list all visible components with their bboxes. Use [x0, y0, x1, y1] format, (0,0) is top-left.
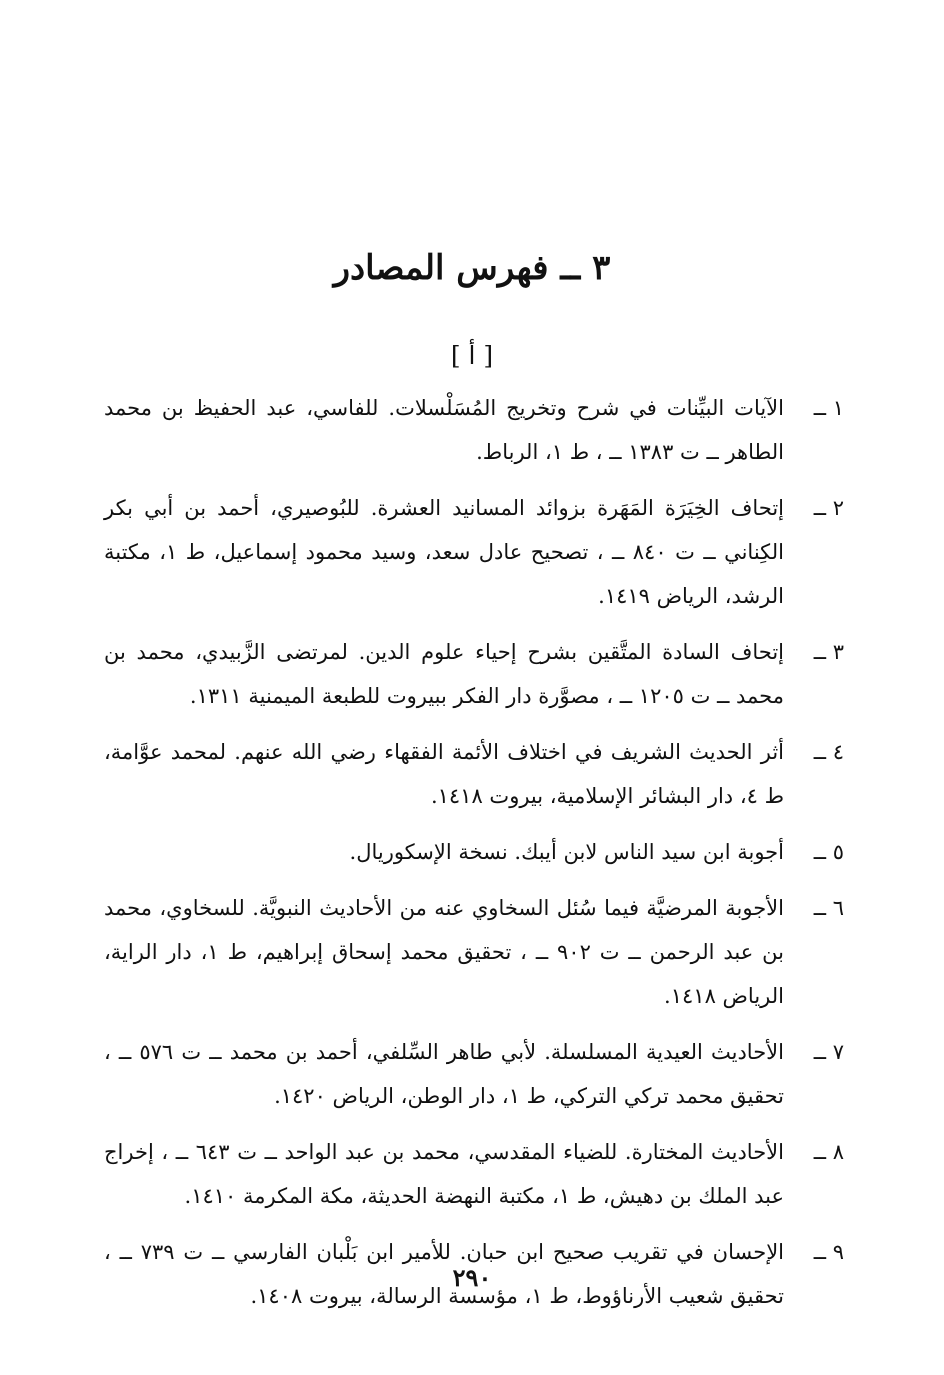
entry-text: الأحاديث المختارة. للضياء المقدسي، محمد بن عبد الواحد ــ ت ٦٤٣ ــ ، إخراج عبد الملك بن دهيش، ط ١، مكتبة النهضة الحديثة، مكة المكرمة ١٤١٠. — [104, 1140, 784, 1208]
entry-text: أجوبة ابن سيد الناس لابن أيبك. نسخة الإسكوريال. — [349, 840, 784, 864]
entry-text: أثر الحديث الشريف في اختلاف الأئمة الفقهاء رضي الله عنهم. لمحمد عوَّامة، ط ٤، دار البشائر الإسلامية، بيروت ١٤١٨. — [104, 740, 784, 808]
entry-number: ٥ ــ — [813, 840, 844, 864]
bibliography-entry-1 — [104, 386, 844, 474]
bibliography-entry-7 — [104, 1030, 844, 1118]
entry-number: ٢ ــ — [813, 496, 844, 520]
entry-number: ٤ ــ — [813, 740, 844, 764]
section-letter-heading: [ أ ] — [450, 341, 494, 370]
entry-text: الأجوبة المرضيَّة فيما سُئل السخاوي عنه من الأحاديث النبويَّة. للسخاوي، محمد بن عبد الرحمن ــ ت ٩٠٢ ــ ، تحقيق محمد إسحاق إبراهيم، ط ١، دار الراية، الرياض ١٤١٨. — [104, 896, 784, 1008]
entry-number: ٣ ــ — [813, 640, 844, 664]
bibliography-list — [104, 386, 844, 1330]
entry-text: الآيات البيِّنات في شرح وتخريج المُسَلْسلات. للفاسي، عبد الحفيظ بن محمد الطاهر ــ ت ١٣٨٣ ــ ، ط ١، الرباط. — [104, 396, 784, 464]
bibliography-entry-8 — [104, 1130, 844, 1218]
entry-text: الأحاديث العيدية المسلسلة. لأبي طاهر السِّلفي، أحمد بن محمد ــ ت ٥٧٦ ــ ، تحقيق محمد تركي التركي، ط ١، دار الوطن، الرياض ١٤٢٠. — [104, 1040, 784, 1108]
bibliography-entry-4 — [104, 730, 844, 818]
bibliography-entry-3 — [104, 630, 844, 718]
page-title: ٣ ــ فهرس المصادر — [333, 248, 611, 288]
page-number: ٢٩٠ — [452, 1263, 492, 1292]
entry-number: ٧ ــ — [813, 1040, 844, 1064]
entry-number: ١ ــ — [813, 396, 844, 420]
entry-text: إتحاف الخِيَرَة المَهَرة بزوائد المسانيد العشرة. للبُوصيري، أحمد بن أبي بكر الكِناني ــ ت ٨٤٠ ــ ، تصحيح عادل سعد، وسيد محمود إسماعيل، ط ١، مكتبة الرشد، الرياض ١٤١٩. — [104, 496, 785, 608]
entry-text: إتحاف السادة المتَّقين بشرح إحياء علوم الدين. لمرتضى الزَّبيدي، محمد بن محمد ــ ت ١٢٠٥ ــ ، مصوَّرة دار الفكر ببيروت للطبعة الميمنية ١٣١١. — [104, 640, 784, 708]
entry-number: ٩ ــ — [813, 1240, 844, 1264]
bibliography-entry-5 — [104, 830, 844, 874]
entry-number: ٦ ــ — [813, 896, 844, 920]
entry-text: الإحسان في تقريب صحيح ابن حبان. للأمير ابن بَلْبان الفارسي ــ ت ٧٣٩ ــ ، تحقيق شعيب الأرناؤوط، ط ١، مؤسسة الرسالة، بيروت ١٤٠٨. — [104, 1240, 785, 1308]
entry-number: ٨ ــ — [813, 1140, 844, 1164]
bibliography-entry-2 — [104, 486, 844, 618]
bibliography-entry-6 — [104, 886, 844, 1018]
